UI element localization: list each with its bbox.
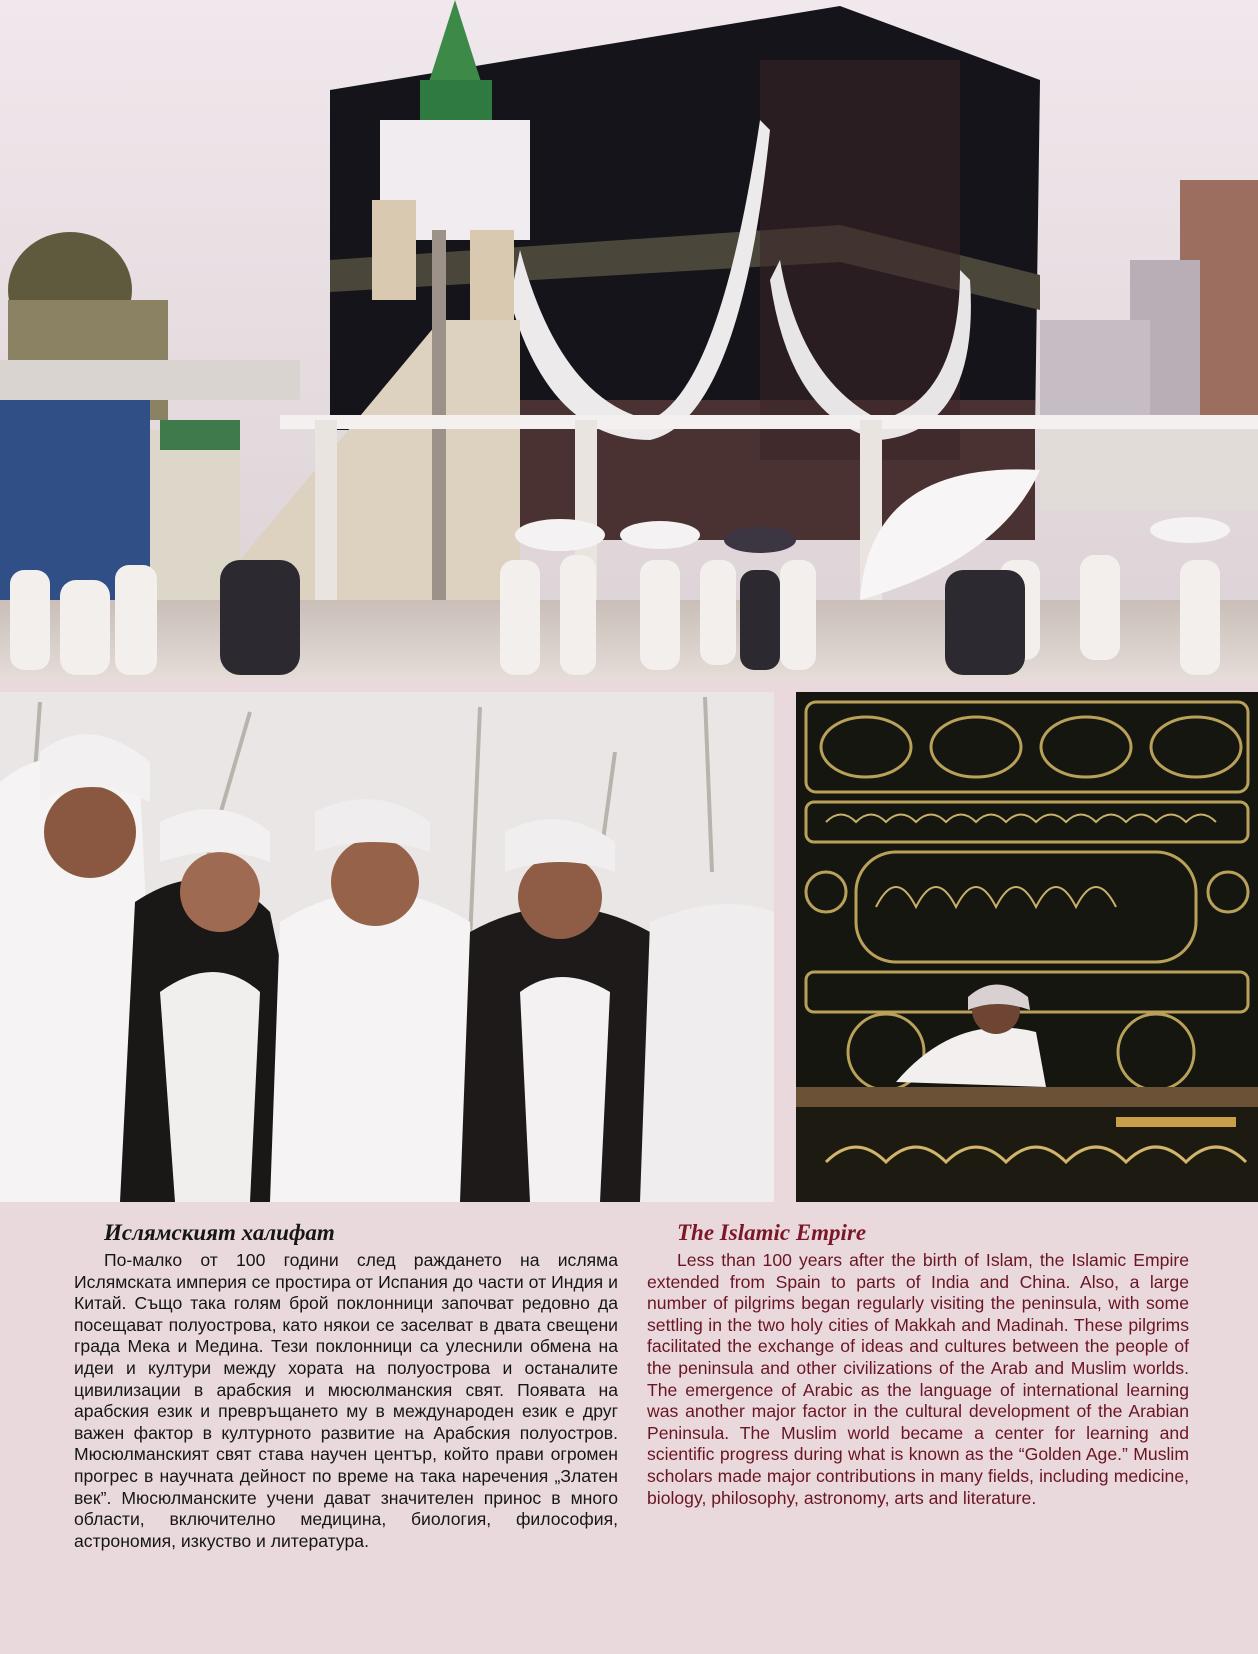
english-text-column (647, 1218, 1189, 1509)
bulgarian-paragraph: По-малко от 100 години след раждането на исляма Ислямската империя се простира от Испания до части от Индия и Китай. Също така голям брой поклонници започват редовно да посещават полуострова, като някои се заселват в двата свещени града Мека и Медина. Тези поклонници са улеснили обмена на идеи и култури между хората на полуострова и останалите цивилизации в арабския и мюсюлманския свят. Появата на арабския език и превръщането му в международен език е друг важен фактор в културното развитие на Арабския полуостров. Мюсюлманският свят става научен център, който прави огромен прогрес в научната дейност по време на така наречения „Златен век”. Мюсюлманските учени дават значителен принос в много области, включително медицина, биология, философия, астрономия, изкуство и литература. (74, 1250, 618, 1551)
kaaba-photo (0, 0, 1258, 680)
kiswa-embroidery-photo (796, 692, 1258, 1202)
sword-dance-photo (0, 692, 774, 1202)
english-paragraph: Less than 100 years after the birth of Islam, the Islamic Empire extended from Spain to parts of India and China. Also, a large number of pilgrims began regularly visiting the peninsula, with some settling in the two holy cities of Makkah and Madinah. These pilgrims facilitated the exchange of ideas and cultures between the people of the peninsula and other civilizations of the Arab and Muslim worlds. The emergence of Arabic as the language of international learning was another major factor in the cultural development of the Arabian Peninsula. The Muslim world became a center for learning and scientific progress during what is known as the “Golden Age.” Muslim scholars made major contributions in many fields, including medicine, biology, philosophy, astronomy, arts and literature. (647, 1250, 1189, 1508)
bulgarian-text-column (74, 1218, 618, 1552)
english-heading: The Islamic Empire (677, 1220, 867, 1245)
bulgarian-heading: Ислямският халифат (104, 1220, 335, 1245)
